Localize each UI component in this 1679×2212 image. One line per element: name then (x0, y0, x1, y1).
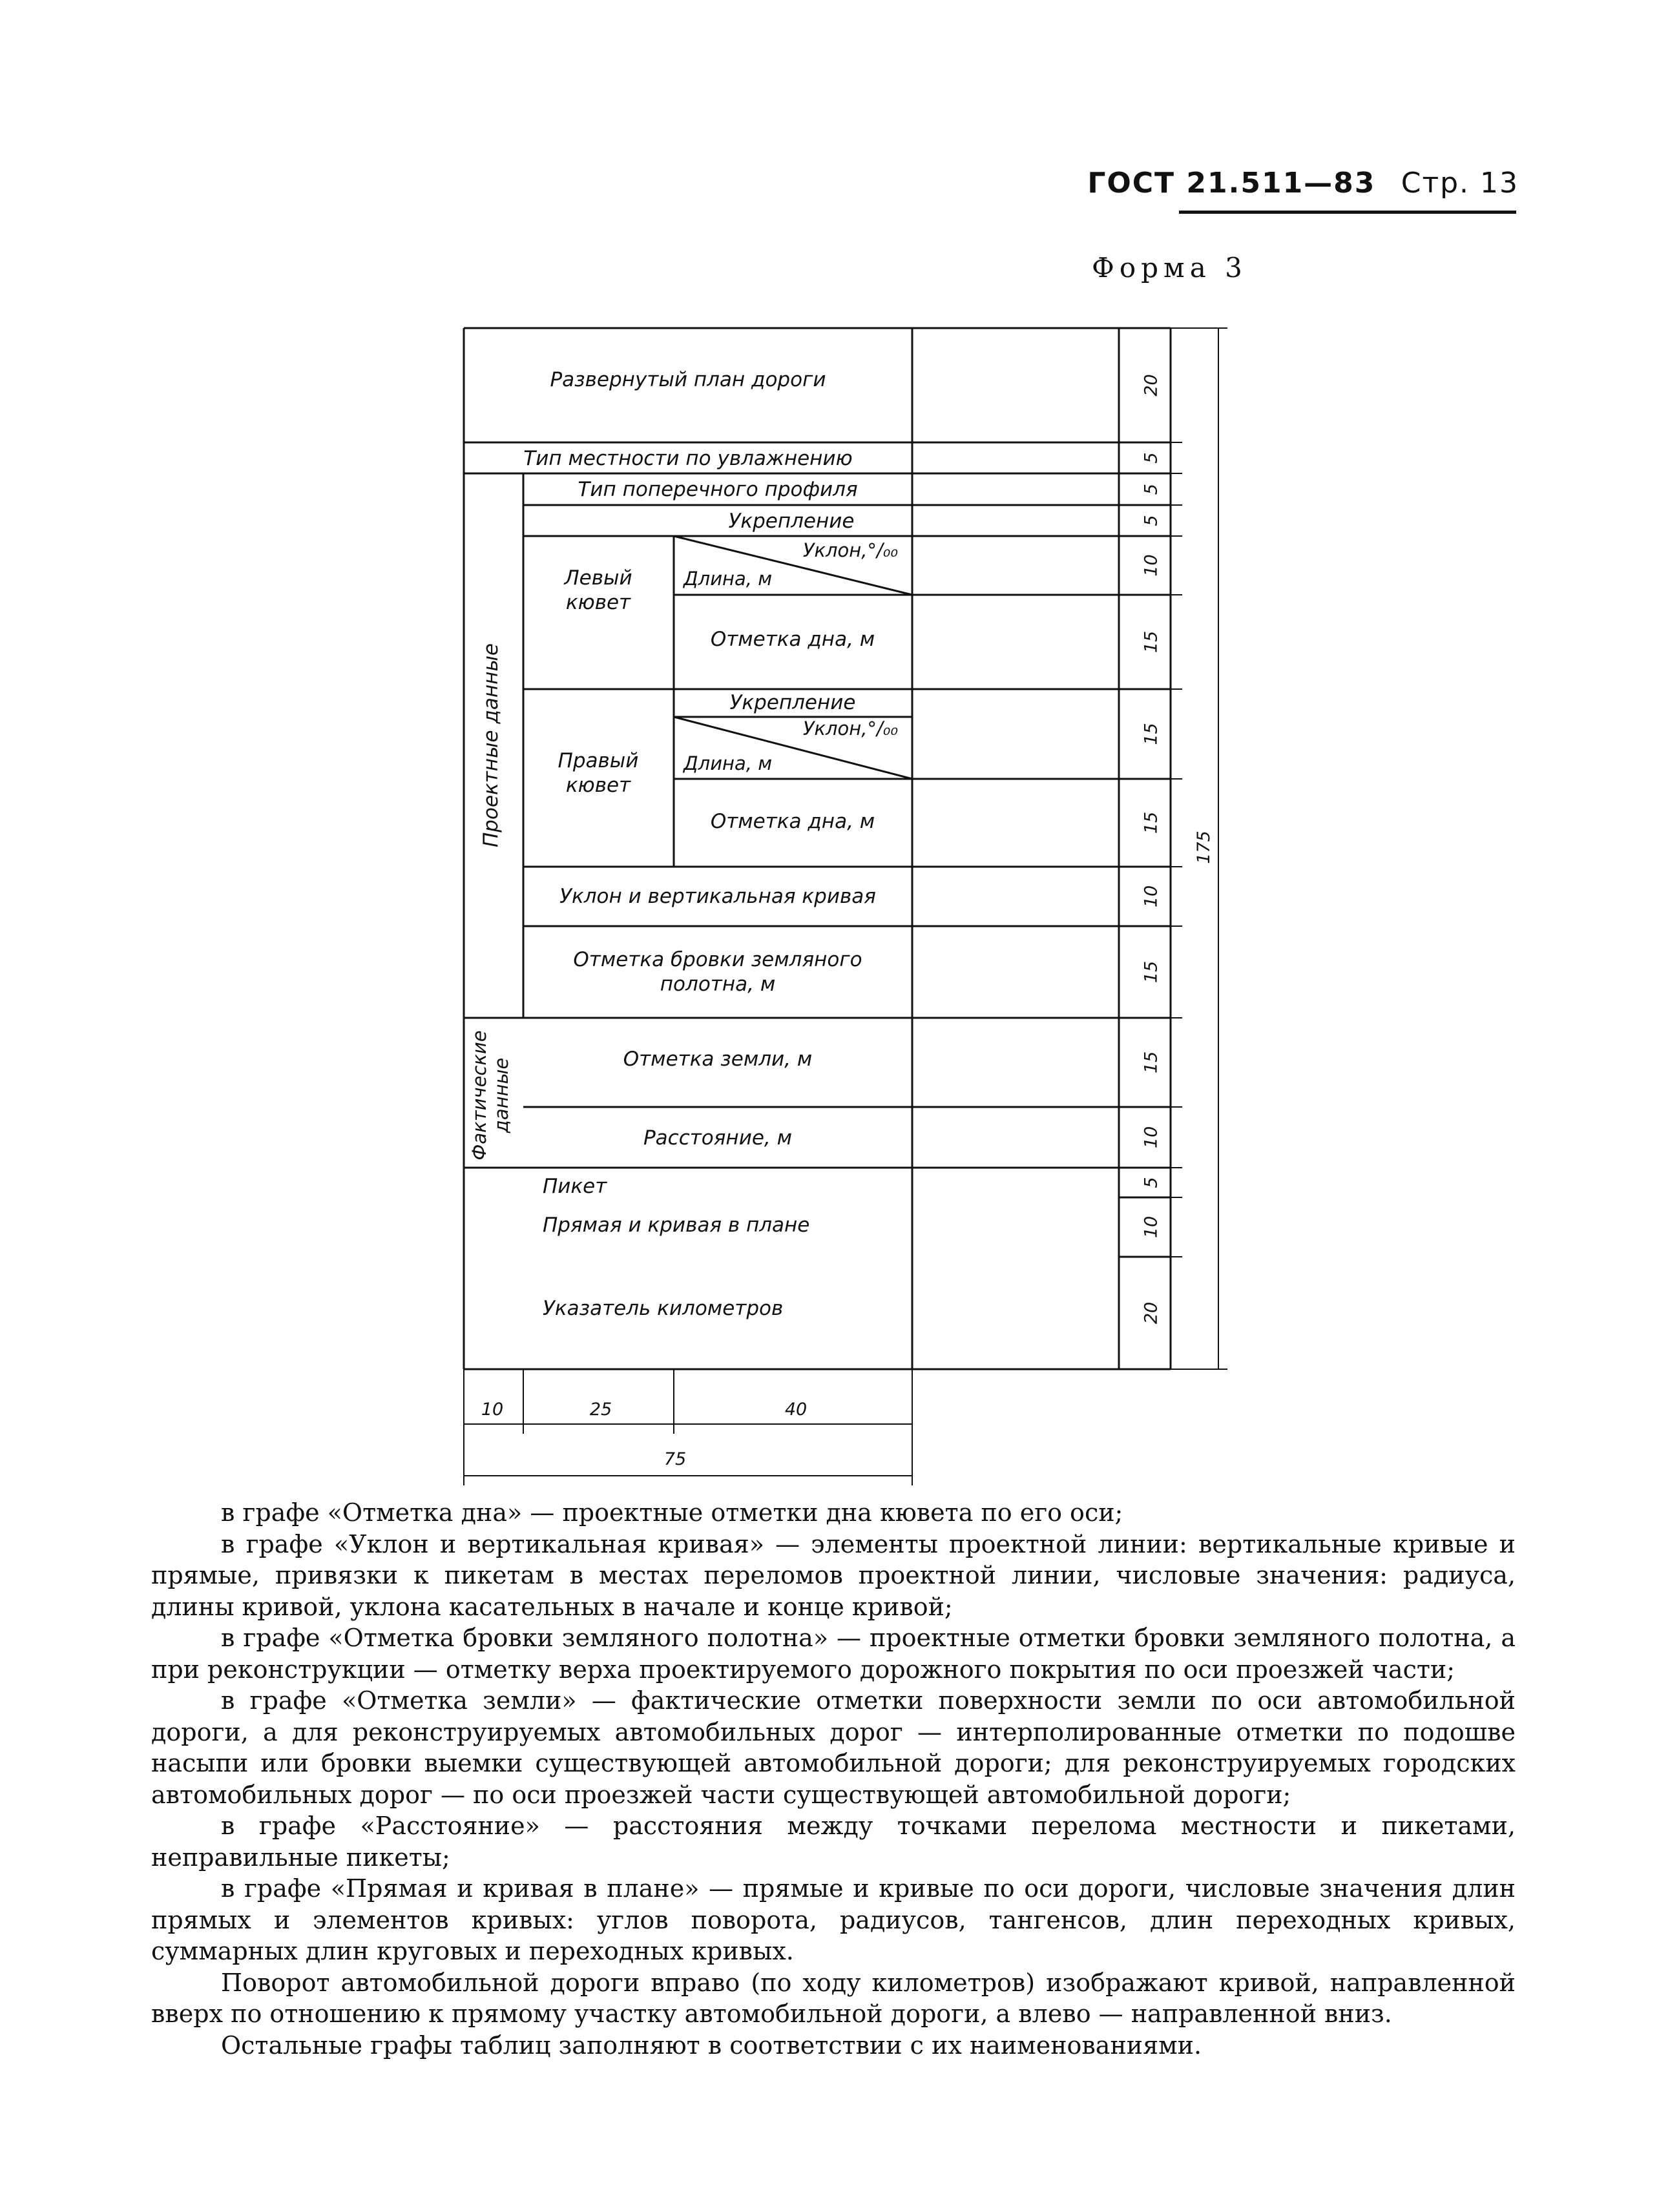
row-height-value: 20 (1141, 1301, 1162, 1325)
row-km-label: Указатель километров (543, 1297, 784, 1320)
right-ditch-label-2: кювет (565, 774, 631, 797)
row-plan-label: Развернутый план дороги (550, 368, 826, 391)
row-height-value: 15 (1141, 630, 1162, 654)
row-right-bottom-label: Отметка дна, м (710, 810, 875, 833)
row-distance-label: Расстояние, м (643, 1126, 793, 1150)
paragraph: в графе «Отметка дна» — проектные отметки дна кювета по его оси; (221, 1498, 1123, 1527)
row-straight-label: Прямая и кривая в плане (543, 1214, 810, 1237)
left-ditch-label-1: Левый (564, 566, 632, 590)
row-right-reinforce-label: Укрепление (729, 691, 856, 714)
paragraph: в графе «Уклон и вертикальная кривая» — элементы проектной линии: вертикальные кривые и прямые, привязки к пикетам в местах переломов проектной линии, числовые значения: радиуса, длины кривой, уклона касательных в начале и конце кривой; (151, 1529, 1516, 1621)
paragraph: в графе «Прямая и кривая в плане» — прямые и кривые по оси дороги, числовые значения длин прямых и элементов кривых: углов поворота, радиусов, тангенсов, длин переходных кривых, суммарных длин круговых и переходных кривых. (151, 1874, 1516, 1965)
paragraph: в графе «Отметка бровки земляного полотна» — проектные отметки бровки земляного полотна, а при реконструкции — отметку верха проектируемого дорожного покрытия по оси проезжей части; (151, 1624, 1516, 1684)
left-ditch-label-2: кювет (565, 591, 631, 614)
row-height-value: 15 (1141, 811, 1162, 834)
row-ground-label: Отметка земли, м (623, 1048, 813, 1071)
row-height-value: 5 (1141, 1177, 1162, 1188)
row-profile-label: Тип поперечного профиля (578, 478, 858, 501)
form-label: Форма 3 (1092, 252, 1247, 284)
row-right-slope-label: Уклон,°/₀₀ (802, 718, 898, 739)
row-height-value: 5 (1141, 515, 1162, 526)
width-dimension-lines (464, 1369, 912, 1485)
row-right-length-label: Длина, м (683, 752, 773, 774)
group-design-label: Проектные данные (479, 643, 503, 847)
row-height-value: 10 (1141, 885, 1162, 908)
row-height-values (1142, 374, 1162, 1324)
total-width-value: 75 (663, 1449, 687, 1469)
col-width-2: 25 (589, 1400, 612, 1420)
row-height-value: 5 (1141, 452, 1162, 464)
row-edge-label-1: Отметка бровки земляного (573, 948, 862, 971)
paragraph: Поворот автомобильной дороги вправо (по ходу километров) изображают кривой, направленной вверх по отношению к прямому участку автомобильной дороги, а влево — направленной вниз. (151, 1968, 1516, 2028)
row-grade-label: Уклон и вертикальная кривая (559, 885, 876, 908)
group-actual-label-2: данные (490, 1057, 512, 1133)
row-edge-label-2: полотна, м (660, 973, 776, 996)
col-width-3: 40 (784, 1400, 808, 1420)
total-height-value: 175 (1194, 831, 1214, 864)
row-height-value: 20 (1141, 374, 1162, 397)
row-height-value: 5 (1141, 483, 1162, 495)
row-height-value: 10 (1141, 1126, 1162, 1149)
row-left-slope-label: Уклон,°/₀₀ (802, 539, 898, 561)
row-height-value: 10 (1141, 1215, 1162, 1239)
body-text (151, 1497, 1516, 2061)
paragraph: Остальные графы таблиц заполняют в соответствии с их наименованиями. (221, 2031, 1202, 2060)
row-height-value: 15 (1141, 1051, 1162, 1074)
row-picket-label: Пикет (543, 1175, 607, 1198)
paragraph: в графе «Отметка земли» — фактические отметки поверхности земли по оси автомобильной дороги, а для реконструируемых автомобильных дорог — интерполированные отметки по подошве насыпи или бровки выемки существующей автомобильной дороги; для реконструируемых городских автомобильных дорог — по оси проезжей части существующей автомобильной дороги; (151, 1686, 1516, 1809)
row-terrain-label: Тип местности по увлажнению (523, 447, 853, 470)
paragraph: в графе «Расстояние» — расстояния между точками перелома местности и пикетами, неправильные пикеты; (151, 1812, 1516, 1872)
row-height-value: 10 (1141, 554, 1162, 577)
col-width-1: 10 (481, 1400, 504, 1420)
group-actual-label-1: Фактические (468, 1030, 490, 1161)
right-ditch-label-1: Правый (558, 749, 639, 772)
row-left-bottom-label: Отметка дна, м (710, 628, 875, 651)
row-height-value: 15 (1141, 723, 1162, 745)
standard-number: ГОСТ 21.511—83 (1087, 167, 1376, 200)
row-left-reinforce-label: Укрепление (728, 510, 855, 533)
row-height-value: 15 (1141, 960, 1162, 984)
row-left-length-label: Длина, м (683, 568, 773, 590)
row-height-ticks (1171, 328, 1182, 1369)
page-number: Стр. 13 (1401, 167, 1519, 200)
